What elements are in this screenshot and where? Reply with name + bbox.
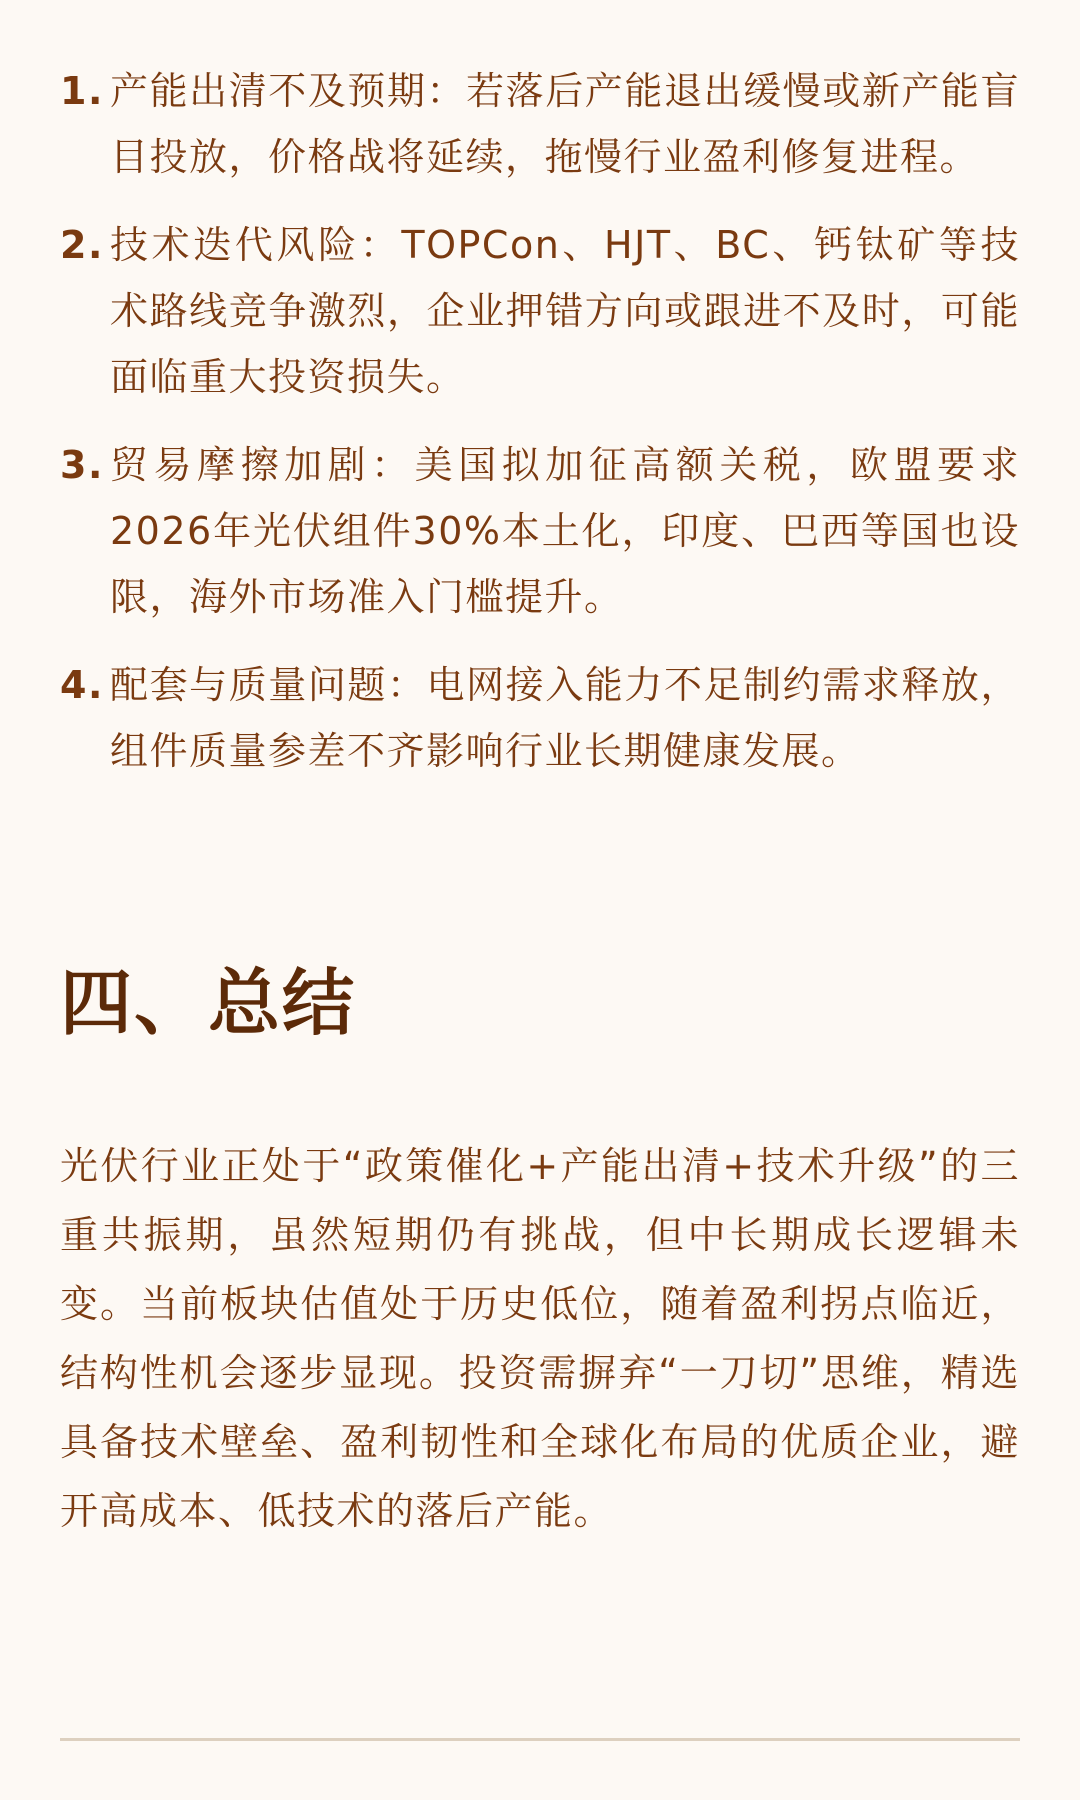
- risk-item-1: [60, 58, 1020, 190]
- risk-item-4: [60, 652, 1020, 784]
- risk-text: 产能出清不及预期：若落后产能退出缓慢或新产能盲目投放，价格战将延续，拖慢行业盈利修复进程。: [110, 69, 1020, 179]
- section-title: 四、总结: [60, 961, 357, 1045]
- risk-list: [60, 58, 1020, 806]
- risk-number: 4.: [60, 663, 104, 707]
- risk-item-3: [60, 432, 1020, 630]
- summary-paragraph: 光伏行业正处于“政策催化+产能出清+技术升级”的三重共振期，虽然短期仍有挑战，但中长期成长逻辑未变。当前板块估值处于历史低位，随着盈利拐点临近，结构性机会逐步显现。投资需摒弃“一刀切”思维，精选具备技术壁垒、盈利韧性和全球化布局的优质企业，避开高成本、低技术的落后产能。: [60, 1144, 1020, 1533]
- risk-text: 技术迭代风险：TOPCon、HJT、BC、钙钛矿等技术路线竞争激烈，企业押错方向或跟进不及时，可能面临重大投资损失。: [110, 223, 1020, 399]
- risk-text: 贸易摩擦加剧：美国拟加征高额关税，欧盟要求2026年光伏组件30%本土化，印度、巴西等国也设限，海外市场准入门槛提升。: [110, 443, 1020, 619]
- risk-text: 配套与质量问题：电网接入能力不足制约需求释放，组件质量参差不齐影响行业长期健康发展。: [110, 663, 1020, 773]
- divider: [60, 1738, 1020, 1741]
- risk-number: 1.: [60, 69, 104, 113]
- risk-number: 3.: [60, 443, 104, 487]
- risk-number: 2.: [60, 223, 104, 267]
- risk-item-2: [60, 212, 1020, 410]
